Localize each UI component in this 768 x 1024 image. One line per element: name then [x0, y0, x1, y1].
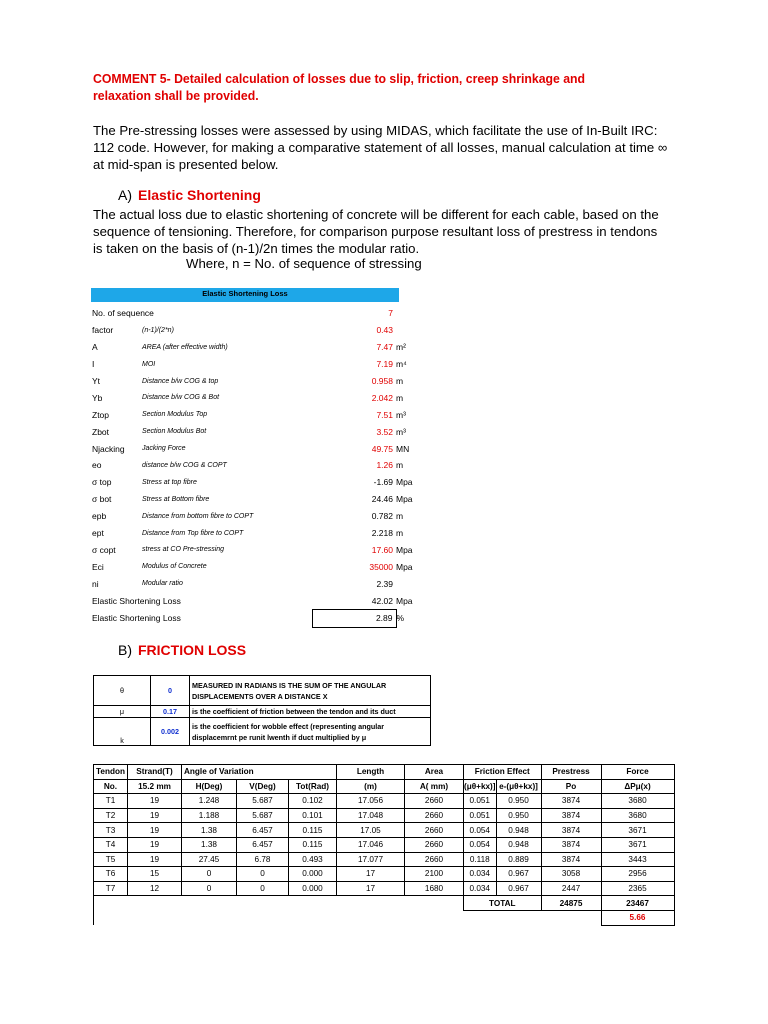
header-cell: Prestress [541, 765, 601, 780]
es-symbol: Yb [92, 392, 103, 403]
tendon-cell: 12 [128, 881, 182, 896]
es-symbol: σ copt [92, 544, 116, 555]
tendon-cell: T5 [94, 852, 128, 867]
param-description: MEASURED IN RADIANS IS THE SUM OF THE ANGULAR DISPLACEMENTS OVER A DISTANCE X [190, 676, 431, 706]
es-value: 3.52 [376, 426, 393, 437]
tendon-cell: 19 [128, 837, 182, 852]
es-symbol: factor [92, 325, 114, 336]
es-value: 2.042 [371, 392, 393, 403]
tendon-cell: 3671 [601, 837, 674, 852]
es-symbol: ni [92, 578, 99, 589]
friction-param-row [94, 706, 431, 718]
es-description: Jacking Force [142, 445, 186, 453]
header-cell: Strand(T) [128, 765, 182, 780]
es-description: Stress at top fibre [142, 478, 197, 486]
es-description: stress at CO Pre-stressing [142, 546, 225, 554]
tendon-row [94, 823, 675, 838]
es-description: Section Modulus Top [142, 411, 208, 419]
es-symbol: Eci [92, 561, 104, 572]
es-symbol: σ top [92, 477, 112, 488]
es-unit [396, 305, 437, 322]
es-symbol: A [92, 342, 98, 353]
es-row [92, 389, 437, 406]
tendon-cell: 0.967 [496, 867, 541, 882]
tendon-cell: 1.38 [182, 837, 237, 852]
tendon-cell: T6 [94, 867, 128, 882]
es-row [92, 406, 437, 423]
tendon-cell: 2100 [405, 867, 464, 882]
comment-heading: COMMENT 5- Detailed calculation of losses due to slip, friction, creep shrinkage and relaxation shall be provided. [93, 71, 586, 103]
tendon-cell: 0.948 [496, 837, 541, 852]
es-unit [396, 322, 437, 339]
friction-param-row [94, 718, 431, 746]
es-unit: m³ [396, 426, 406, 437]
intro-paragraph: The Pre-stressing losses were assessed by using MIDAS, which facilitate the use of In-Built IRC: 112 code. However, for making a comparative statement of all losses, manual calculation at time ∞ at mid-span is presented below. [93, 123, 668, 172]
tendon-cell: 17.056 [337, 794, 405, 809]
es-description: Modular ratio [142, 580, 183, 588]
es-unit: m [396, 392, 404, 403]
tendon-header-row [94, 779, 675, 794]
tendon-cell: 0.034 [464, 867, 497, 882]
tendon-cell: 19 [128, 823, 182, 838]
es-symbol: No. of sequence [92, 308, 154, 319]
es-unit: m [396, 528, 404, 539]
es-description: Distance b/w COG & Bot [142, 394, 220, 402]
tendon-cell: 2660 [405, 808, 464, 823]
tendon-cell: T4 [94, 837, 128, 852]
total-force: 23467 [601, 896, 674, 911]
es-description: MOI [142, 360, 156, 368]
tendon-cell: 3058 [541, 867, 601, 882]
friction-parameters-table [93, 675, 431, 746]
es-symbol: epb [92, 511, 107, 522]
es-value: 0.782 [371, 511, 393, 522]
tendon-row [94, 837, 675, 852]
es-row [92, 508, 437, 525]
header-cell: H(Deg) [182, 779, 237, 794]
es-unit: m [396, 376, 404, 386]
es-row [92, 423, 437, 440]
es-unit [396, 575, 437, 592]
tendon-cell: 6.78 [237, 852, 289, 867]
es-row [92, 491, 437, 508]
tendon-header-row [94, 765, 675, 780]
tendon-cell: 3680 [601, 794, 674, 809]
es-unit: m² [396, 342, 406, 353]
es-description: Stress at Bottom fibre [142, 495, 210, 503]
es-value: -1.69 [373, 477, 393, 488]
param-value: 0 [151, 676, 190, 706]
header-cell: Po [541, 779, 601, 794]
tendon-cell: 2660 [405, 852, 464, 867]
tendon-cell: 27.45 [182, 852, 237, 867]
header-cell: e-(μθ+kx)] [496, 779, 541, 794]
tendon-cell: 5.687 [237, 794, 289, 809]
param-description: is the coefficient for wobble effect (representing angular displacemrnt pe runit lwenth if duct multiplied by μ [190, 718, 431, 746]
tendon-cell: 1680 [405, 881, 464, 896]
tendon-cell: 2956 [601, 867, 674, 882]
tendon-cell: 0.051 [464, 808, 497, 823]
es-symbol: Ztop [92, 409, 110, 420]
tendon-cell: 0 [182, 881, 237, 896]
header-cell: (m) [337, 779, 405, 794]
es-row [92, 356, 437, 373]
tendon-cell: 15 [128, 867, 182, 882]
es-description: Distance b/w COG & top [142, 377, 219, 385]
tendon-cell: 3443 [601, 852, 674, 867]
tendon-cell: 0.101 [289, 808, 337, 823]
friction-loss-percent: 5.66 [601, 910, 674, 925]
tendon-cell: 0.000 [289, 867, 337, 882]
es-unit: m [396, 460, 404, 471]
tendon-cell: 1.248 [182, 794, 237, 809]
tendon-cell: 0 [182, 867, 237, 882]
tendon-row [94, 794, 675, 809]
tendon-cell: 1.38 [182, 823, 237, 838]
tendon-cell: 3874 [541, 794, 601, 809]
tendon-cell: 0 [237, 881, 289, 896]
tendon-cell: 0.950 [496, 808, 541, 823]
tendon-cell: 0.967 [496, 881, 541, 896]
section-a-title: Elastic Shortening [138, 187, 261, 203]
tendon-cell: 0.115 [289, 837, 337, 852]
es-row [92, 610, 437, 628]
es-row [92, 592, 437, 609]
total-prestress: 24875 [541, 896, 601, 911]
es-unit: m⁴ [396, 359, 407, 370]
header-cell: Length [337, 765, 405, 780]
header-cell: Friction Effect [464, 765, 542, 780]
es-value: 2.89 [312, 610, 396, 628]
es-unit: Mpa [396, 595, 413, 606]
es-unit: Mpa [396, 561, 413, 572]
tendon-cell: T3 [94, 823, 128, 838]
tendon-cell: 0.051 [464, 794, 497, 809]
section-b-heading [118, 642, 246, 658]
tendon-cell: 6.457 [237, 823, 289, 838]
header-cell: Area [405, 765, 464, 780]
es-symbol: eo [92, 460, 102, 471]
es-unit: m³ [396, 409, 406, 420]
tendon-cell: 19 [128, 852, 182, 867]
es-value: 0.958 [371, 376, 393, 386]
es-value: 7 [388, 308, 393, 319]
param-symbol: μ [94, 706, 151, 718]
es-symbol: Zbot [92, 426, 110, 437]
param-symbol: k [94, 718, 151, 746]
tendon-cell: 2447 [541, 881, 601, 896]
tendon-cell: 19 [128, 794, 182, 809]
es-value: 42.02 [371, 595, 393, 606]
tendon-cell: 6.457 [237, 837, 289, 852]
loss-row [94, 910, 675, 925]
es-value: 7.47 [376, 342, 393, 353]
header-cell: V(Deg) [237, 779, 289, 794]
es-symbol: ept [92, 528, 104, 539]
section-b-title: FRICTION LOSS [138, 642, 247, 658]
es-value: 2.39 [376, 578, 393, 589]
tendon-cell: 17.05 [337, 823, 405, 838]
es-description: distance b/w COG & COPT [142, 461, 227, 469]
tendon-cell: 17 [337, 881, 405, 896]
tendon-cell: 0.118 [464, 852, 497, 867]
es-row [92, 474, 437, 491]
es-value: 2.218 [371, 528, 393, 539]
tendon-cell: T7 [94, 881, 128, 896]
tendon-cell: 1.188 [182, 808, 237, 823]
tendon-cell: 5.687 [237, 808, 289, 823]
section-a-heading [118, 187, 261, 203]
tendon-cell: 0.948 [496, 823, 541, 838]
tendon-cell: 0 [237, 867, 289, 882]
header-cell: Tot(Rad) [289, 779, 337, 794]
tendon-cell: 0.054 [464, 837, 497, 852]
tendon-cell: 0.950 [496, 794, 541, 809]
es-symbol: I [92, 359, 95, 370]
tendon-cell: 3671 [601, 823, 674, 838]
tendon-cell: 0.102 [289, 794, 337, 809]
tendon-cell: T2 [94, 808, 128, 823]
header-cell: (μθ+kx)] [464, 779, 497, 794]
es-value: 17.60 [371, 544, 393, 555]
es-row [92, 339, 437, 356]
es-row [92, 541, 437, 558]
es-unit: MN [396, 443, 410, 454]
es-value: 24.46 [371, 494, 393, 505]
es-symbol: Yt [92, 376, 101, 386]
tendon-cell: 3874 [541, 837, 601, 852]
tendon-cell: 17.046 [337, 837, 405, 852]
tendon-cell: 3874 [541, 823, 601, 838]
es-row [92, 322, 437, 339]
where-note: Where, n = No. of sequence of stressing [186, 256, 422, 271]
es-value: 0.43 [376, 325, 393, 336]
section-b-letter: B) [118, 642, 132, 658]
es-row [92, 305, 437, 322]
param-symbol: θ [94, 676, 151, 706]
es-description: Modulus of Concrete [142, 563, 207, 571]
es-description: Section Modulus Bot [142, 428, 207, 436]
header-cell: Tendon [94, 765, 128, 780]
es-unit: Mpa [396, 544, 413, 555]
tendon-cell: 2660 [405, 823, 464, 838]
tendon-cell: 17 [337, 867, 405, 882]
section-a-letter: A) [118, 187, 132, 203]
es-description: Distance from bottom fibre to COPT [142, 512, 254, 520]
es-row [92, 575, 437, 592]
section-a-paragraph: The actual loss due to elastic shortening of concrete will be different for each cable, based on the sequence of tensioning. Therefore, for comparison purpose resultant loss of prestress in tendons is taken on the basis of (n-1)/2n times the modular ratio. [93, 207, 659, 256]
tendon-cell: 0.000 [289, 881, 337, 896]
friction-param-row [94, 676, 431, 706]
es-symbol: Elastic Shortening Loss [92, 613, 181, 624]
es-value: 1.26 [376, 460, 393, 471]
total-label: TOTAL [464, 896, 542, 911]
es-unit: m [396, 511, 404, 522]
header-cell: 15.2 mm [128, 779, 182, 794]
tendon-cell: 17.048 [337, 808, 405, 823]
tendon-cell: 0.493 [289, 852, 337, 867]
es-unit: Mpa [396, 494, 413, 505]
header-cell: A( mm) [405, 779, 464, 794]
es-description: AREA (after effective width) [142, 343, 228, 351]
es-unit: Mpa [396, 477, 413, 488]
param-description: is the coefficient of friction between the tendon and its duct [190, 706, 431, 718]
tendon-cell: 0.889 [496, 852, 541, 867]
es-symbol: Njacking [92, 443, 125, 454]
es-table-title: Elastic Shortening Loss [91, 288, 399, 302]
es-row [92, 558, 437, 575]
tendon-row [94, 808, 675, 823]
tendon-row [94, 867, 675, 882]
tendon-cell: 2660 [405, 837, 464, 852]
tendon-cell: 0.054 [464, 823, 497, 838]
es-row [92, 525, 437, 542]
es-unit: % [396, 613, 405, 624]
es-description: Distance from Top fibre to COPT [142, 529, 244, 537]
tendon-cell: T1 [94, 794, 128, 809]
tendon-cell: 17.077 [337, 852, 405, 867]
tendon-cell: 2660 [405, 794, 464, 809]
es-row [92, 373, 437, 390]
tendon-cell: 0.115 [289, 823, 337, 838]
es-row [92, 457, 437, 474]
es-value: 35000 [369, 561, 393, 572]
header-cell: Force [601, 765, 674, 780]
total-row [94, 896, 675, 911]
es-symbol: σ bot [92, 494, 112, 505]
header-cell: No. [94, 779, 128, 794]
param-value: 0.002 [151, 718, 190, 746]
param-value: 0.17 [151, 706, 190, 718]
header-cell: Angle of Variation [182, 765, 337, 780]
header-cell: ΔPμ(x) [601, 779, 674, 794]
tendon-cell: 0.034 [464, 881, 497, 896]
tendon-cell: 3874 [541, 852, 601, 867]
tendon-cell: 19 [128, 808, 182, 823]
es-symbol: Elastic Shortening Loss [92, 595, 181, 606]
es-row [92, 440, 437, 457]
elastic-shortening-table [92, 305, 437, 628]
tendon-cell: 3680 [601, 808, 674, 823]
tendon-row [94, 881, 675, 896]
es-value: 7.51 [376, 409, 393, 420]
tendon-cell: 3874 [541, 808, 601, 823]
es-value: 7.19 [376, 359, 393, 370]
tendon-row [94, 852, 675, 867]
es-description: (n-1)/(2*n) [142, 326, 174, 334]
tendon-cell: 2365 [601, 881, 674, 896]
es-value: 49.75 [371, 443, 393, 454]
tendon-friction-table [93, 764, 675, 926]
